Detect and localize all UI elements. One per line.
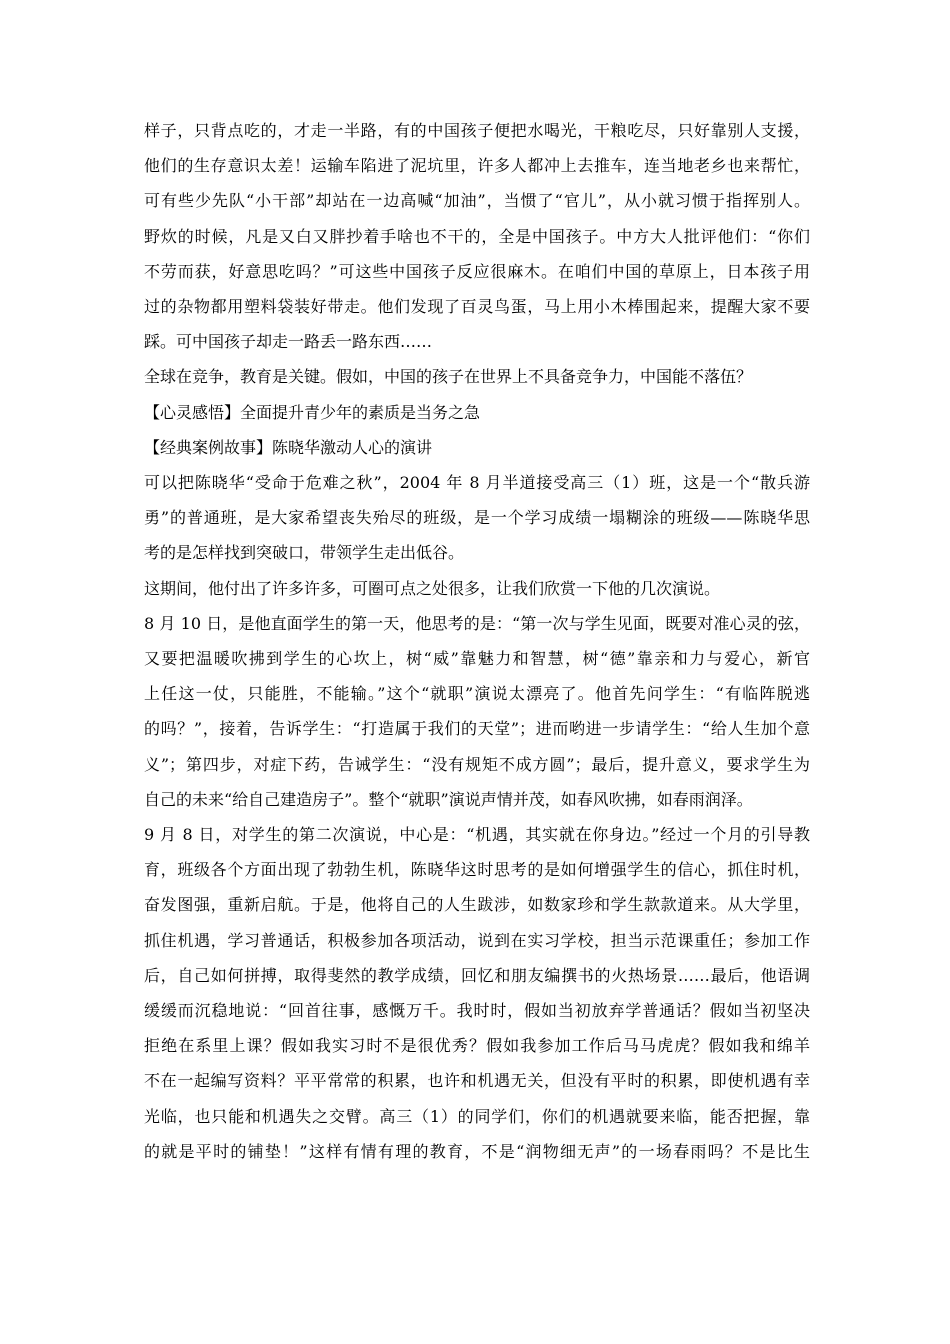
paragraph-global-competition xyxy=(144,359,810,394)
text-line: 义”；第四步，对症下药，告诫学生：“没有规矩不成方圆”；最后，提升意义，要求学生为 xyxy=(144,754,810,774)
text-line: 可以把陈晓华“受命于危难之秋”，2004 年 8 月半道接受高三（1）班，这是一个“散兵游 xyxy=(144,473,810,493)
section-heading-case-story xyxy=(144,430,810,465)
text-line: 后，自己如何拼搏，取得斐然的教学成绩，回忆和朋友编撰书的火热场景……最后，他语调 xyxy=(144,965,810,985)
text-line: 不在一起编写资料？平平常常的积累，也许和机遇无关，但没有平时的积累，即使机遇有幸 xyxy=(144,1071,810,1091)
text-line: 【经典案例故事】陈晓华激动人心的演讲 xyxy=(144,437,433,457)
text-line: 野炊的时候，凡是又白又胖抄着手啥也不干的，全是中国孩子。中方大人批评他们：“你们 xyxy=(144,226,810,246)
text-line: 可有些少先队“小干部”却站在一边高喊“加油”，当惯了“官儿”，从小就习惯于指挥别人。 xyxy=(144,191,810,211)
text-line: 勇”的普通班，是大家希望丧失殆尽的班级，是一个学习成绩一塌糊涂的班级——陈晓华思 xyxy=(144,508,810,528)
text-line: 育，班级各个方面出现了勃勃生机，陈晓华这时思考的是如何增强学生的信心，抓住时机， xyxy=(144,860,810,880)
text-line: 他们的生存意识太差！运输车陷进了泥坑里，许多人都冲上去推车，连当地老乡也来帮忙， xyxy=(144,156,810,176)
text-line: 样子，只背点吃的，才走一半路，有的中国孩子便把水喝光，干粮吃尽，只好靠别人支援， xyxy=(144,121,810,140)
body-text xyxy=(144,113,810,1169)
text-line: 抓住机遇，学习普通话，积极参加各项活动，说到在实习学校，担当示范课重任；参加工作 xyxy=(144,930,810,950)
text-line: 考的是怎样找到突破口，带领学生走出低谷。 xyxy=(144,543,465,563)
text-line: 拒绝在系里上课？假如我实习时不是很优秀？假如我参加工作后马马虎虎？假如我和绵羊 xyxy=(144,1036,810,1056)
text-line: 上任这一仗，只能胜，不能输。”这个“就职”演说太漂亮了。他首先问学生：“有临阵脱逃 xyxy=(144,684,810,704)
text-line: 的就是平时的铺垫！”这样有情有理的教育，不是“润物细无声”的一场春雨吗？不是比生 xyxy=(144,1141,810,1161)
paragraph-children-comparison xyxy=(144,113,810,359)
paragraph-first-speech xyxy=(144,606,810,817)
section-heading-insight xyxy=(144,395,810,430)
text-line: 9 月 8 日，对学生的第二次演说，中心是：“机遇，其实就在你身边。”经过一个月的引导教 xyxy=(144,825,810,845)
text-line: 8 月 10 日，是他直面学生的第一天，他思考的是：“第一次与学生见面，既要对准心灵的弦， xyxy=(144,613,810,633)
text-line: 缓缓而沉稳地说：“回首往事，感慨万千。我时时，假如当初放弃学普通话？假如当初坚决 xyxy=(144,1001,810,1021)
text-line: 踩。可中国孩子却走一路丢一路东西…… xyxy=(144,332,433,352)
text-line: 不劳而获，好意思吃吗？”可这些中国孩子反应很麻木。在咱们中国的草原上，日本孩子用 xyxy=(144,261,810,281)
text-line: 过的杂物都用塑料袋装好带走。他们发现了百灵鸟蛋，马上用小木棒围起来，提醒大家不要 xyxy=(144,297,810,317)
paragraph-second-speech xyxy=(144,817,810,1169)
text-line: 奋发图强，重新启航。于是，他将自己的人生跋涉，如数家珍和学生款款道来。从大学里， xyxy=(144,895,810,915)
text-line: 又要把温暖吹拂到学生的心坎上，树“威”靠魅力和智慧，树“德”靠亲和力与爱心，新官 xyxy=(144,649,810,669)
text-line: 的吗？”，接着，告诉学生：“打造属于我们的天堂”；进而哟进一步请学生：“给人生加个意 xyxy=(144,719,810,739)
text-line: 全球在竞争，教育是关键。假如，中国的孩子在世界上不具备竞争力，中国能不落伍？ xyxy=(144,367,753,387)
paragraph-case-intro xyxy=(144,465,810,571)
text-line: 自己的未来“给自己建造房子”。整个“就职”演说声情并茂，如春风吹拂，如春雨润泽。 xyxy=(144,789,753,809)
paragraph-speeches-intro xyxy=(144,571,810,606)
text-line: 光临，也只能和机遇失之交臂。高三（1）的同学们，你们的机遇就要来临，能否把握，靠 xyxy=(144,1106,810,1126)
text-line: 【心灵感悟】全面提升青少年的素质是当务之急 xyxy=(144,402,481,422)
text-line: 这期间，他付出了许多许多，可圈可点之处很多，让我们欣赏一下他的几次演说。 xyxy=(144,578,721,598)
